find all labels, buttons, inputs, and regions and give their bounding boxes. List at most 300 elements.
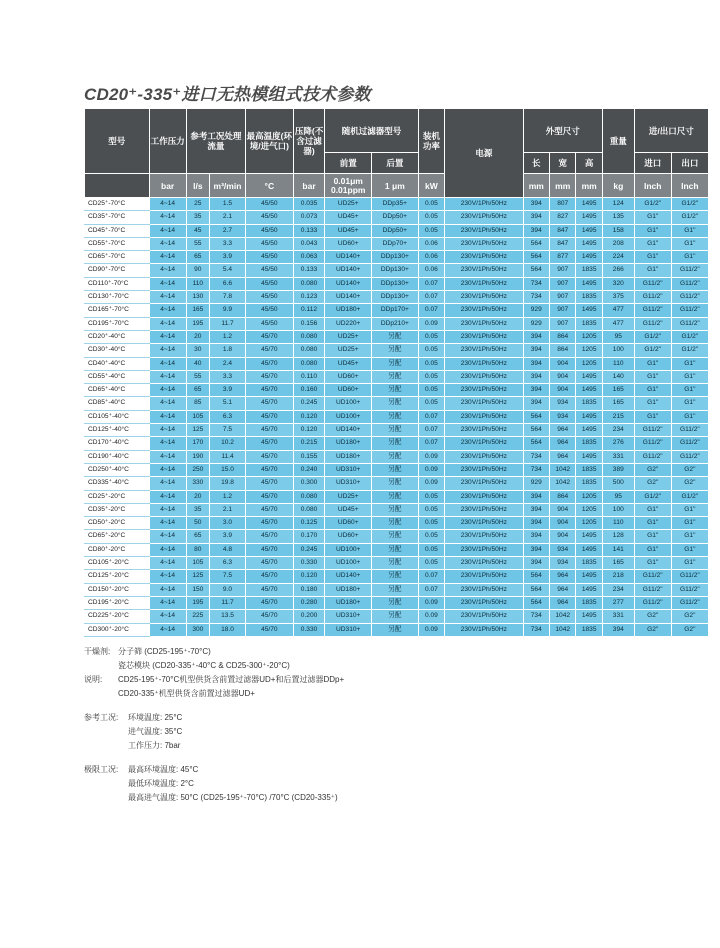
table-row <box>85 596 709 609</box>
value-cell: DDp130+ <box>372 277 419 290</box>
value-cell: 另配 <box>372 410 419 423</box>
value-cell: G1" <box>671 237 708 250</box>
value-cell: 130 <box>186 291 209 304</box>
value-cell: DDp210+ <box>372 317 419 330</box>
table-body <box>85 198 709 637</box>
ref-label: 参考工况: <box>84 713 119 722</box>
value-cell: UD140+ <box>325 264 372 277</box>
unit-cell: bar <box>149 174 186 198</box>
value-cell: 45/70 <box>246 384 294 397</box>
value-cell: 2.7 <box>209 224 245 237</box>
value-cell: 50 <box>186 517 209 530</box>
model-cell: CD30⁺-40°C <box>85 344 150 357</box>
value-cell: 15.0 <box>209 463 245 476</box>
model-cell: CD300⁺-20°C <box>85 623 150 636</box>
value-cell: 904 <box>549 384 575 397</box>
model-cell: CD55⁺-70°C <box>85 237 150 250</box>
value-cell: 1042 <box>549 477 575 490</box>
value-cell: 0.09 <box>418 596 444 609</box>
value-cell: 65 <box>186 251 209 264</box>
value-cell: 394 <box>523 211 549 224</box>
value-cell: 230V/1Ph/50Hz <box>445 503 523 516</box>
unit-cell: 1 μm <box>372 174 419 198</box>
value-cell: UD60+ <box>325 530 372 543</box>
value-cell: 5.4 <box>209 264 245 277</box>
value-cell: 964 <box>549 570 575 583</box>
value-cell: 904 <box>549 503 575 516</box>
value-cell: UD310+ <box>325 477 372 490</box>
value-cell: 另配 <box>372 517 419 530</box>
value-cell: 500 <box>602 477 634 490</box>
value-cell: UD140+ <box>325 277 372 290</box>
header-wid: 宽 <box>549 153 575 174</box>
model-cell: CD80⁺-20°C <box>85 543 150 556</box>
value-cell: 55 <box>186 237 209 250</box>
value-cell: 45/50 <box>246 291 294 304</box>
value-cell: 208 <box>602 237 634 250</box>
value-cell: DDp50+ <box>372 224 419 237</box>
value-cell: G11/2" <box>671 450 708 463</box>
value-cell: 394 <box>523 384 549 397</box>
value-cell: 150 <box>186 583 209 596</box>
value-cell: 45/50 <box>246 198 294 211</box>
value-cell: 230V/1Ph/50Hz <box>445 583 523 596</box>
value-cell: 1835 <box>576 477 602 490</box>
value-cell: 4~14 <box>149 291 186 304</box>
value-cell: UD45+ <box>325 211 372 224</box>
value-cell: 0.05 <box>418 370 444 383</box>
value-cell: G11/2" <box>671 570 708 583</box>
value-cell: DDp50+ <box>372 211 419 224</box>
table-row <box>85 237 709 250</box>
value-cell: 0.120 <box>293 410 325 423</box>
value-cell: 1495 <box>576 198 602 211</box>
value-cell: 230V/1Ph/50Hz <box>445 463 523 476</box>
value-cell: 0.07 <box>418 410 444 423</box>
value-cell: 4~14 <box>149 304 186 317</box>
value-cell: UD220+ <box>325 317 372 330</box>
value-cell: 1495 <box>576 384 602 397</box>
table-row <box>85 370 709 383</box>
value-cell: 394 <box>523 557 549 570</box>
value-cell: 1495 <box>576 583 602 596</box>
value-cell: 389 <box>602 463 634 476</box>
value-cell: 1205 <box>576 330 602 343</box>
value-cell: G1/2" <box>634 490 671 503</box>
header-port-in: 进口 <box>634 153 671 174</box>
value-cell: 4~14 <box>149 410 186 423</box>
header-filter-pre: 前置 <box>325 153 372 174</box>
value-cell: 230V/1Ph/50Hz <box>445 277 523 290</box>
unit-cell: mm <box>523 174 549 198</box>
value-cell: 907 <box>549 277 575 290</box>
value-cell: 0.06 <box>418 237 444 250</box>
table-row <box>85 543 709 556</box>
value-cell: 4.8 <box>209 543 245 556</box>
value-cell: 847 <box>549 237 575 250</box>
value-cell: G1/2" <box>634 330 671 343</box>
table-row <box>85 503 709 516</box>
table-row <box>85 610 709 623</box>
value-cell: 0.080 <box>293 277 325 290</box>
value-cell: 19.8 <box>209 477 245 490</box>
model-cell: CD250⁺-40°C <box>85 463 150 476</box>
value-cell: 394 <box>523 397 549 410</box>
value-cell: UD140+ <box>325 291 372 304</box>
value-cell: G11/2" <box>634 570 671 583</box>
value-cell: 另配 <box>372 397 419 410</box>
desc-label: 说明: <box>84 675 103 684</box>
value-cell: 45/70 <box>246 357 294 370</box>
value-cell: 4~14 <box>149 503 186 516</box>
value-cell: 35 <box>186 503 209 516</box>
value-cell: 964 <box>549 424 575 437</box>
value-cell: 0.200 <box>293 610 325 623</box>
table-row <box>85 264 709 277</box>
value-cell: G1" <box>671 410 708 423</box>
table-row <box>85 583 709 596</box>
value-cell: UD140+ <box>325 424 372 437</box>
header-filter: 随机过滤器型号 <box>325 109 418 153</box>
value-cell: 90 <box>186 264 209 277</box>
model-cell: CD65⁺-20°C <box>85 530 150 543</box>
value-cell: 4~14 <box>149 543 186 556</box>
value-cell: 0.155 <box>293 450 325 463</box>
value-cell: 0.05 <box>418 543 444 556</box>
header-filter-post: 后置 <box>372 153 419 174</box>
value-cell: 864 <box>549 490 575 503</box>
value-cell: G1" <box>634 530 671 543</box>
model-cell: CD150⁺-20°C <box>85 583 150 596</box>
value-cell: 1495 <box>576 530 602 543</box>
model-cell: CD110⁺-70°C <box>85 277 150 290</box>
value-cell: 230V/1Ph/50Hz <box>445 264 523 277</box>
header-temp: 最高温度(环境/进气口) <box>246 109 294 174</box>
model-cell: CD170⁺-40°C <box>85 437 150 450</box>
value-cell: 4~14 <box>149 264 186 277</box>
value-cell: 230V/1Ph/50Hz <box>445 397 523 410</box>
value-cell: 3.0 <box>209 517 245 530</box>
value-cell: G1" <box>634 557 671 570</box>
value-cell: 另配 <box>372 530 419 543</box>
value-cell: UD25+ <box>325 490 372 503</box>
value-cell: 0.080 <box>293 357 325 370</box>
value-cell: 124 <box>602 198 634 211</box>
desc-line-2: CD20-335⁺机型供货含前置过滤器UD+ <box>118 689 255 698</box>
value-cell: UD100+ <box>325 557 372 570</box>
value-cell: 0.09 <box>418 477 444 490</box>
value-cell: 4~14 <box>149 610 186 623</box>
unit-cell: m³/min <box>209 174 245 198</box>
value-cell: 0.245 <box>293 543 325 556</box>
value-cell: 45 <box>186 224 209 237</box>
model-cell: CD105⁺-40°C <box>85 410 150 423</box>
desiccant-line-2: 瓷芯模块 (CD20-335⁺-40°C & CD25-300⁺-20°C) <box>118 661 290 670</box>
value-cell: 158 <box>602 224 634 237</box>
value-cell: 6.3 <box>209 557 245 570</box>
header-hgt: 高 <box>576 153 602 174</box>
value-cell: 4~14 <box>149 251 186 264</box>
spec-table <box>84 108 709 637</box>
value-cell: 477 <box>602 317 634 330</box>
model-cell: CD55⁺-40°C <box>85 370 150 383</box>
value-cell: 0.05 <box>418 503 444 516</box>
value-cell: 128 <box>602 530 634 543</box>
value-cell: G1" <box>671 530 708 543</box>
value-cell: 45/50 <box>246 251 294 264</box>
value-cell: 230V/1Ph/50Hz <box>445 330 523 343</box>
value-cell: G1" <box>634 224 671 237</box>
value-cell: 0.133 <box>293 264 325 277</box>
value-cell: 4~14 <box>149 237 186 250</box>
value-cell: 3.9 <box>209 384 245 397</box>
value-cell: UD100+ <box>325 543 372 556</box>
table-row <box>85 251 709 264</box>
value-cell: 0.05 <box>418 517 444 530</box>
value-cell: 110 <box>602 517 634 530</box>
value-cell: 394 <box>523 330 549 343</box>
value-cell: 4~14 <box>149 450 186 463</box>
value-cell: UD310+ <box>325 610 372 623</box>
table-row <box>85 557 709 570</box>
value-cell: UD45+ <box>325 503 372 516</box>
value-cell: 394 <box>523 370 549 383</box>
value-cell: 1495 <box>576 543 602 556</box>
value-cell: 3.3 <box>209 237 245 250</box>
value-cell: UD140+ <box>325 251 372 264</box>
value-cell: DDp35+ <box>372 198 419 211</box>
value-cell: 4~14 <box>149 424 186 437</box>
table-row <box>85 357 709 370</box>
value-cell: G1" <box>634 370 671 383</box>
value-cell: 394 <box>523 357 549 370</box>
value-cell: DDp130+ <box>372 251 419 264</box>
value-cell: G1" <box>634 264 671 277</box>
value-cell: 4~14 <box>149 357 186 370</box>
value-cell: 904 <box>549 357 575 370</box>
value-cell: 45/70 <box>246 330 294 343</box>
value-cell: UD45+ <box>325 224 372 237</box>
value-cell: 234 <box>602 583 634 596</box>
value-cell: 230V/1Ph/50Hz <box>445 517 523 530</box>
value-cell: 另配 <box>372 583 419 596</box>
unit-cell: °C <box>246 174 294 198</box>
value-cell: 564 <box>523 437 549 450</box>
model-cell: CD85⁺-40°C <box>85 397 150 410</box>
model-cell: CD335⁺-40°C <box>85 477 150 490</box>
model-cell: CD35⁺-20°C <box>85 503 150 516</box>
value-cell: 0.125 <box>293 517 325 530</box>
value-cell: G1" <box>671 543 708 556</box>
model-cell: CD105⁺-20°C <box>85 557 150 570</box>
value-cell: G1/2" <box>634 198 671 211</box>
value-cell: 0.280 <box>293 596 325 609</box>
model-cell: CD45⁺-70°C <box>85 224 150 237</box>
model-cell: CD225⁺-20°C <box>85 610 150 623</box>
value-cell: 0.07 <box>418 437 444 450</box>
value-cell: 230V/1Ph/50Hz <box>445 211 523 224</box>
value-cell: G2" <box>671 623 708 636</box>
value-cell: 907 <box>549 264 575 277</box>
value-cell: DDp130+ <box>372 291 419 304</box>
value-cell: G11/2" <box>671 596 708 609</box>
value-cell: G11/2" <box>634 304 671 317</box>
value-cell: 230V/1Ph/50Hz <box>445 610 523 623</box>
value-cell: 1205 <box>576 490 602 503</box>
value-cell: 195 <box>186 596 209 609</box>
value-cell: 1042 <box>549 623 575 636</box>
value-cell: 110 <box>602 357 634 370</box>
value-cell: 300 <box>186 623 209 636</box>
value-cell: 105 <box>186 410 209 423</box>
value-cell: G1" <box>634 517 671 530</box>
table-row <box>85 330 709 343</box>
table-row <box>85 344 709 357</box>
value-cell: 1835 <box>576 463 602 476</box>
value-cell: G1" <box>671 224 708 237</box>
value-cell: 1.2 <box>209 330 245 343</box>
value-cell: 964 <box>549 596 575 609</box>
value-cell: G11/2" <box>634 583 671 596</box>
value-cell: 394 <box>523 503 549 516</box>
value-cell: 45/70 <box>246 557 294 570</box>
value-cell: 0.080 <box>293 503 325 516</box>
value-cell: 4~14 <box>149 557 186 570</box>
model-cell: CD195⁺-70°C <box>85 317 150 330</box>
value-cell: 45/50 <box>246 211 294 224</box>
value-cell: 1.5 <box>209 198 245 211</box>
value-cell: 另配 <box>372 596 419 609</box>
value-cell: 0.05 <box>418 330 444 343</box>
table-row <box>85 570 709 583</box>
value-cell: G11/2" <box>671 424 708 437</box>
value-cell: 230V/1Ph/50Hz <box>445 410 523 423</box>
value-cell: 25 <box>186 198 209 211</box>
value-cell: 564 <box>523 251 549 264</box>
value-cell: 0.330 <box>293 623 325 636</box>
table-row <box>85 410 709 423</box>
value-cell: 0.07 <box>418 291 444 304</box>
table-row <box>85 211 709 224</box>
value-cell: 877 <box>549 251 575 264</box>
value-cell: 934 <box>549 557 575 570</box>
value-cell: G1/2" <box>671 211 708 224</box>
value-cell: UD60+ <box>325 370 372 383</box>
value-cell: 65 <box>186 384 209 397</box>
unit-cell: l/s <box>186 174 209 198</box>
value-cell: 1835 <box>576 596 602 609</box>
value-cell: 4~14 <box>149 596 186 609</box>
table-row <box>85 490 709 503</box>
value-cell: G1" <box>634 410 671 423</box>
limit-line-3: 最高进气温度: 50°C (CD25-195⁺-70°C) /70°C (CD20-335⁺) <box>128 793 338 802</box>
value-cell: 2.4 <box>209 357 245 370</box>
value-cell: 734 <box>523 463 549 476</box>
value-cell: 394 <box>523 543 549 556</box>
value-cell: 827 <box>549 211 575 224</box>
value-cell: UD180+ <box>325 437 372 450</box>
value-cell: 394 <box>523 517 549 530</box>
value-cell: G1" <box>671 503 708 516</box>
value-cell: UD180+ <box>325 596 372 609</box>
value-cell: 4~14 <box>149 330 186 343</box>
value-cell: 734 <box>523 610 549 623</box>
value-cell: 45/50 <box>246 264 294 277</box>
value-cell: 另配 <box>372 450 419 463</box>
value-cell: 125 <box>186 424 209 437</box>
value-cell: G11/2" <box>634 596 671 609</box>
unit-cell: kW <box>418 174 444 198</box>
value-cell: 165 <box>602 384 634 397</box>
value-cell: 1835 <box>576 397 602 410</box>
value-cell: 331 <box>602 450 634 463</box>
unit-cell: Inch <box>634 174 671 198</box>
value-cell: 934 <box>549 397 575 410</box>
value-cell: 964 <box>549 583 575 596</box>
value-cell: 0.07 <box>418 277 444 290</box>
value-cell: 0.09 <box>418 623 444 636</box>
value-cell: 45/50 <box>246 224 294 237</box>
value-cell: 0.07 <box>418 583 444 596</box>
unit-blank <box>85 174 150 198</box>
value-cell: 1495 <box>576 251 602 264</box>
value-cell: 864 <box>549 344 575 357</box>
value-cell: UD100+ <box>325 397 372 410</box>
value-cell: 4~14 <box>149 583 186 596</box>
value-cell: 0.240 <box>293 463 325 476</box>
value-cell: G1" <box>634 503 671 516</box>
value-cell: 929 <box>523 477 549 490</box>
value-cell: 4~14 <box>149 211 186 224</box>
value-cell: 140 <box>602 370 634 383</box>
value-cell: 0.035 <box>293 198 325 211</box>
value-cell: 230V/1Ph/50Hz <box>445 623 523 636</box>
value-cell: 45/70 <box>246 437 294 450</box>
value-cell: 3.9 <box>209 251 245 264</box>
value-cell: 0.05 <box>418 530 444 543</box>
value-cell: DDp70+ <box>372 237 419 250</box>
value-cell: 95 <box>602 330 634 343</box>
value-cell: 0.160 <box>293 384 325 397</box>
value-cell: 18.0 <box>209 623 245 636</box>
value-cell: 564 <box>523 264 549 277</box>
value-cell: 230V/1Ph/50Hz <box>445 596 523 609</box>
value-cell: 另配 <box>372 543 419 556</box>
value-cell: 11.7 <box>209 317 245 330</box>
value-cell: 125 <box>186 570 209 583</box>
model-cell: CD25⁺-70°C <box>85 198 150 211</box>
value-cell: 230V/1Ph/50Hz <box>445 198 523 211</box>
value-cell: 0.07 <box>418 424 444 437</box>
value-cell: 1835 <box>576 437 602 450</box>
value-cell: 230V/1Ph/50Hz <box>445 477 523 490</box>
value-cell: 250 <box>186 463 209 476</box>
value-cell: 190 <box>186 450 209 463</box>
value-cell: G1/2" <box>671 198 708 211</box>
value-cell: 0.07 <box>418 304 444 317</box>
value-cell: 230V/1Ph/50Hz <box>445 557 523 570</box>
value-cell: 110 <box>186 277 209 290</box>
value-cell: 394 <box>602 623 634 636</box>
value-cell: 0.05 <box>418 211 444 224</box>
value-cell: 964 <box>549 450 575 463</box>
value-cell: 929 <box>523 317 549 330</box>
value-cell: 4~14 <box>149 570 186 583</box>
value-cell: UD25+ <box>325 198 372 211</box>
value-cell: G1" <box>671 397 708 410</box>
desc-line-1: CD25-195⁺-70°C机型供货含前置过滤器UD+和后置过滤器DDp+ <box>118 675 345 684</box>
value-cell: 230V/1Ph/50Hz <box>445 237 523 250</box>
